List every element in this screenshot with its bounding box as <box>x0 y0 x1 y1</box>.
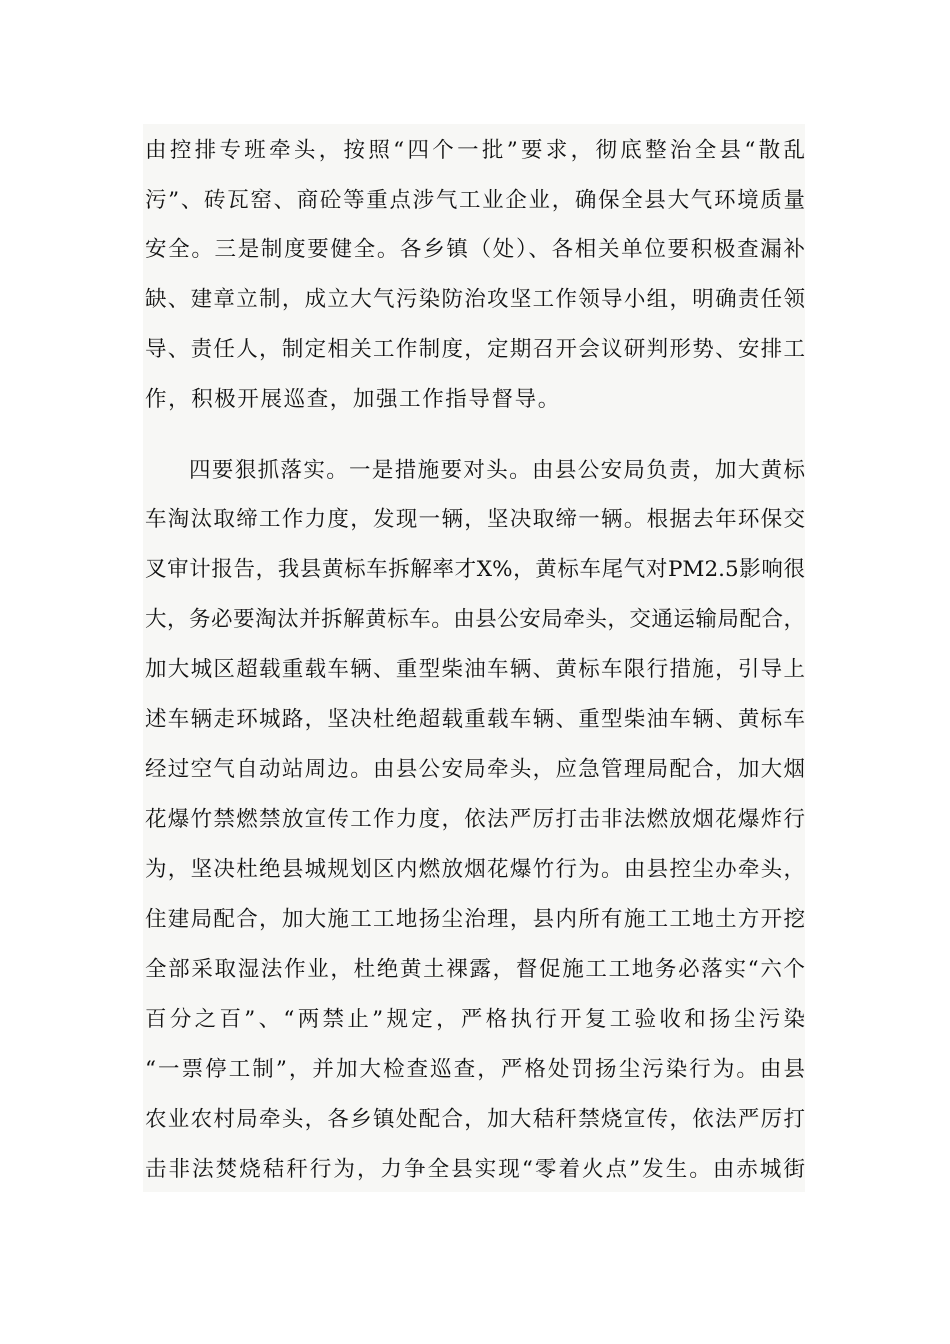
paragraph-2-line-9: 为，坚决杜绝县城规划区内燃放烟花爆竹行为。由县控尘办牵头， <box>145 857 805 882</box>
paragraph-1-line-5: 导、责任人，制定相关工作制度，定期召开会议研判形势、安排工 <box>145 337 805 362</box>
paragraph-2-line-14: 农业农村局牵头，各乡镇处配合，加大秸秆禁烧宣传，依法严厉打 <box>145 1107 805 1132</box>
paragraph-2-line-1: 四要狠抓落实。一是措施要对头。由县公安局负责，加大黄标 <box>189 458 805 483</box>
paragraph-1-line-1: 由控排专班牵头，按照“四个一批”要求，彻底整治全县“散乱 <box>145 138 805 163</box>
paragraph-2-line-11: 全部采取湿法作业，杜绝黄土裸露，督促施工工地务必落实“六个 <box>145 957 805 982</box>
paragraph-1-line-2: 污”、砖瓦窑、商砼等重点涉气工业企业，确保全县大气环境质量 <box>145 188 805 213</box>
paragraph-1-line-6: 作，积极开展巡查，加强工作指导督导。 <box>145 387 561 412</box>
paragraph-2-line-8: 花爆竹禁燃禁放宣传工作力度，依法严厉打击非法燃放烟花爆炸行 <box>145 807 805 832</box>
paragraph-1-line-3: 安全。三是制度要健全。各乡镇（处）、各相关单位要积极查漏补 <box>145 237 805 262</box>
paragraph-2-line-2: 车淘汰取缔工作力度，发现一辆，坚决取缔一辆。根据去年环保交 <box>145 507 805 532</box>
paragraph-2-line-6: 述车辆走环城路，坚决杜绝超载重载车辆、重型柴油车辆、黄标车 <box>145 707 805 732</box>
paragraph-1-line-4: 缺、建章立制，成立大气污染防治攻坚工作领导小组，明确责任领 <box>145 287 805 312</box>
paragraph-2-line-13: “一票停工制”，并加大检查巡查，严格处罚扬尘污染行为。由县 <box>145 1057 805 1082</box>
paragraph-2-line-5: 加大城区超载重载车辆、重型柴油车辆、黄标车限行措施，引导上 <box>145 657 805 682</box>
paragraph-2-line-10: 住建局配合，加大施工工地扬尘治理，县内所有施工工地土方开挖 <box>145 907 805 932</box>
paragraph-2-line-15: 击非法焚烧秸秆行为，力争全县实现“零着火点”发生。由赤城街 <box>145 1157 805 1182</box>
paragraph-2-line-12: 百分之百”、“两禁止”规定，严格执行开复工验收和扬尘污染 <box>145 1007 805 1032</box>
paragraph-2-line-3: 叉审计报告，我县黄标车拆解率才X%，黄标车尾气对PM2.5影响很 <box>145 557 805 582</box>
paragraph-2-line-7: 经过空气自动站周边。由县公安局牵头，应急管理局配合，加大烟 <box>145 757 805 782</box>
paragraph-2-line-4: 大，务必要淘汰并拆解黄标车。由县公安局牵头，交通运输局配合， <box>145 607 805 632</box>
